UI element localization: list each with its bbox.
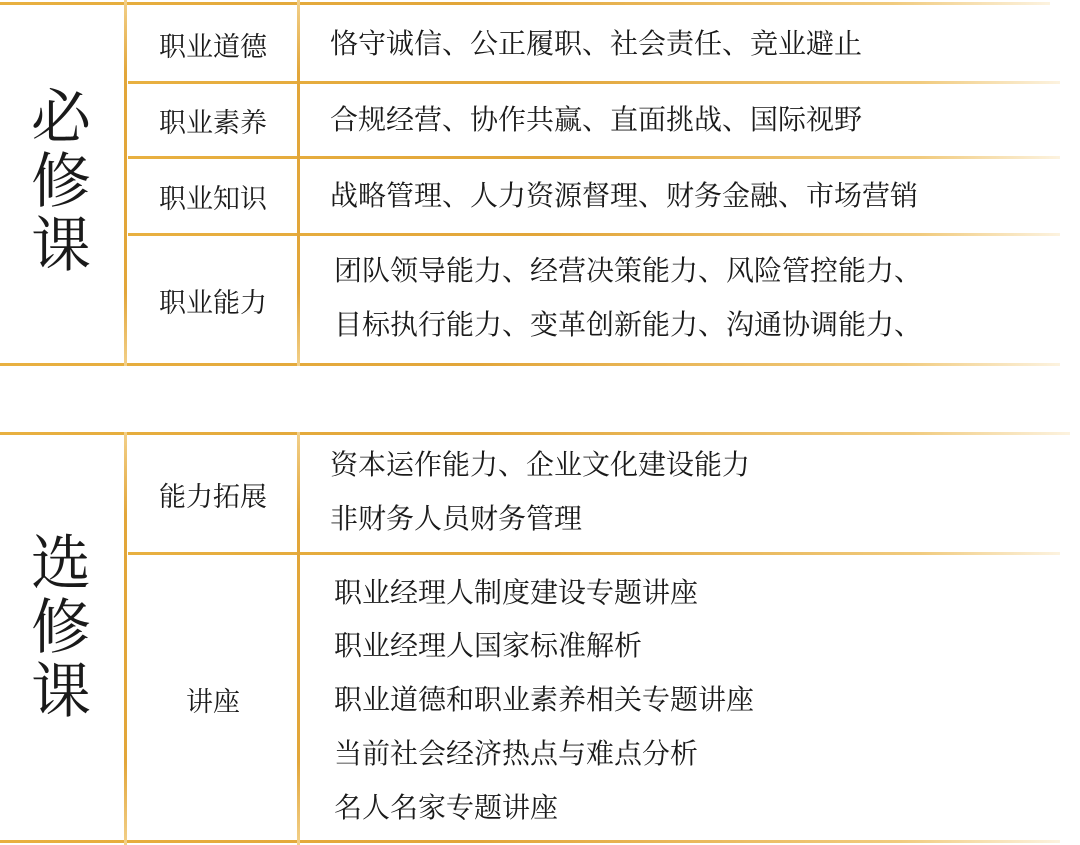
course-content-line: 合规经营、协作共赢、直面挑战、国际视野 xyxy=(330,103,863,136)
elective-label-char: 选 xyxy=(31,529,91,599)
course-content-line: 战略管理、人力资源督理、财务金融、市场营销 xyxy=(330,179,919,212)
required-courses-label xyxy=(26,83,96,281)
category-cell: 职业能力 xyxy=(159,287,267,319)
required-label-char: 课 xyxy=(31,211,91,281)
required-label-char: 修 xyxy=(31,147,91,217)
elective-courses-label xyxy=(26,529,96,727)
category-cell: 职业知识 xyxy=(159,184,267,215)
lecture-item: 当前社会经济热点与难点分析 xyxy=(334,737,699,770)
category-cell: 讲座 xyxy=(186,686,240,718)
category-cell: 职业素养 xyxy=(159,108,267,139)
category-cell: 能力拓展 xyxy=(159,481,267,513)
top-border xyxy=(0,2,1050,5)
lecture-item: 职业经理人制度建设专题讲座 xyxy=(334,576,699,609)
lecture-item: 职业经理人国家标准解析 xyxy=(334,629,643,662)
course-content-line: 资本运作能力、企业文化建设能力 xyxy=(330,448,751,481)
required-label-char: 必 xyxy=(31,83,91,153)
course-content-line: 非财务人员财务管理 xyxy=(330,502,583,535)
lecture-item: 职业道德和职业素养相关专题讲座 xyxy=(334,683,755,716)
elective-label-char: 修 xyxy=(31,593,91,663)
category-cell: 职业道德 xyxy=(159,31,267,63)
course-content-line: 恪守诚信、公正履职、社会责任、竞业避止 xyxy=(330,27,863,60)
course-content-line: 团队领导能力、经营决策能力、风险管控能力、 xyxy=(334,254,923,287)
column-divider xyxy=(124,0,127,366)
course-content-line: 目标执行能力、变革创新能力、沟通协调能力、 xyxy=(334,308,923,341)
elective-label-char: 课 xyxy=(31,657,91,727)
lecture-item: 名人名家专题讲座 xyxy=(334,791,559,824)
column-divider xyxy=(124,432,127,845)
